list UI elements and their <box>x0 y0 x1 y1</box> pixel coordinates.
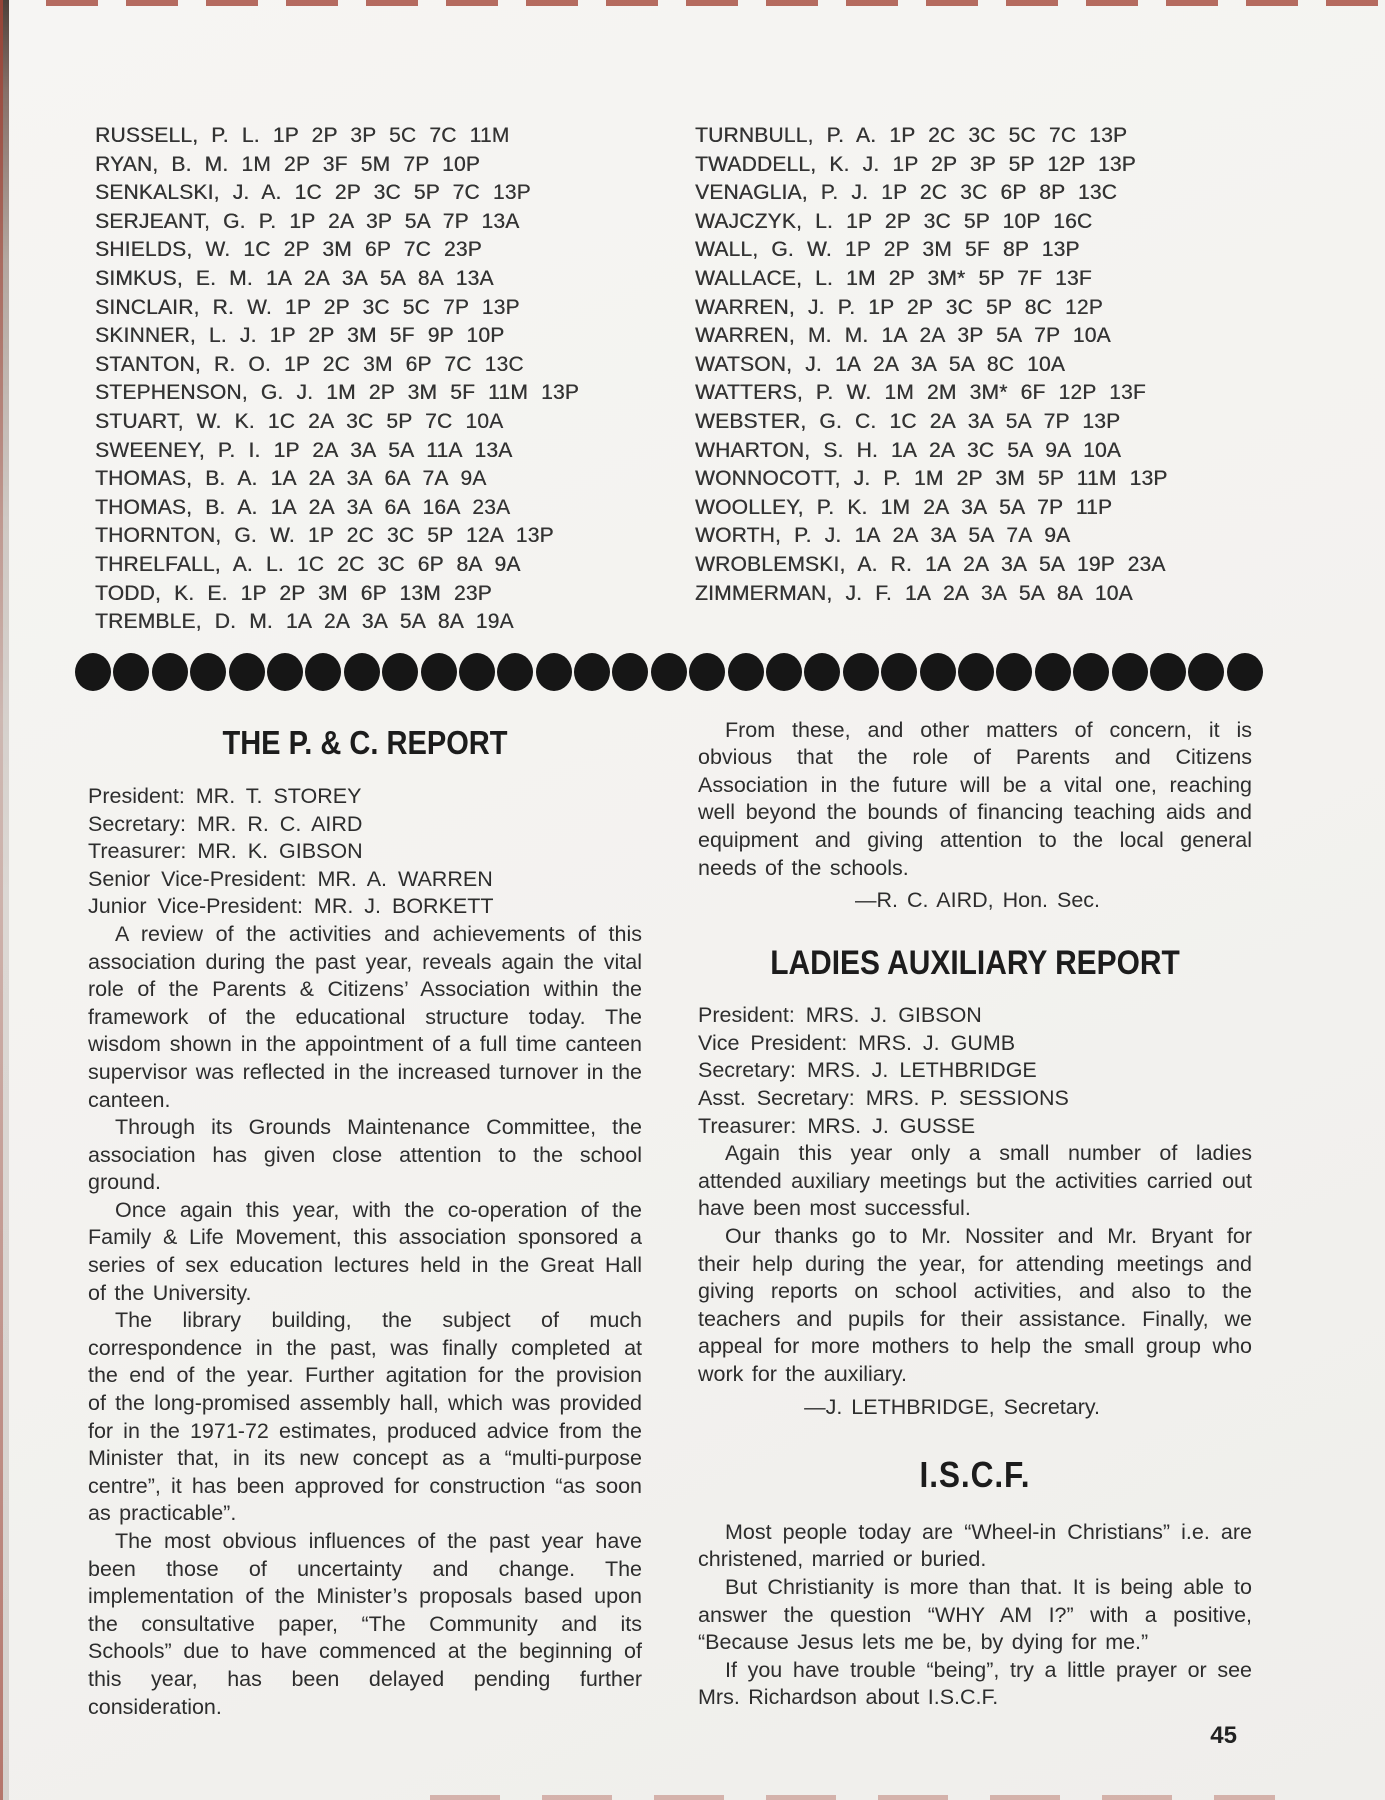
result-codes: 1M 2P 3M 5F 11M 13P <box>326 381 579 405</box>
officer-line: Asst. Secretary: MRS. P. SESSIONS <box>698 1086 1069 1111</box>
result-row <box>95 322 695 351</box>
result-codes: 1P 2P 3C 5P 10P 16C <box>846 209 1093 233</box>
dot-icon <box>766 653 802 691</box>
student-name: WOOLLEY, P. K. <box>695 495 868 519</box>
dot-icon <box>651 653 687 691</box>
dot-icon <box>536 653 572 691</box>
dot-icon <box>574 653 610 691</box>
dot-icon <box>804 653 840 691</box>
ladies-auxiliary-officers <box>698 1002 1252 1140</box>
scan-edge-bottom-marks <box>430 1795 1275 1800</box>
result-codes: 1A 2A 3A 6A 7A 9A <box>270 467 487 491</box>
student-name: STUART, W. K. <box>95 409 255 433</box>
dot-icon <box>689 653 725 691</box>
result-codes: 1P 2P 3P 5C 7C 11M <box>272 124 510 147</box>
result-row <box>695 408 1305 437</box>
student-name: WATTERS, P. W. <box>695 381 872 405</box>
result-codes: 1A 2A 3A 5A 8A 10A <box>904 581 1133 605</box>
ladies-auxiliary-body <box>698 1140 1252 1388</box>
dot-icon <box>267 653 303 691</box>
result-row <box>695 236 1305 265</box>
paragraph: Through its Grounds Maintenance Committee, the association has given close attention to the school ground. <box>88 1115 642 1195</box>
student-name: RYAN, B. M. <box>95 152 229 176</box>
result-codes: 1P 2A 3P 5A 7P 13A <box>289 209 520 233</box>
dot-icon <box>1112 653 1148 691</box>
officer-line: Treasurer: MRS. J. GUSSE <box>698 1113 976 1138</box>
result-codes: 1P 2C 3M 6P 7C 13C <box>283 352 524 376</box>
articles-section <box>0 691 1385 1721</box>
scan-edge-left-strip <box>0 0 9 1800</box>
result-codes: 1P 2P 3M 5F 8P 13P <box>844 238 1080 262</box>
dot-icon <box>843 653 879 691</box>
student-name: THOMAS, B. A. <box>95 467 258 491</box>
result-codes: 1P 2P 3M 6P 13M 23P <box>240 581 492 605</box>
student-name: SERJEANT, G. P. <box>95 209 277 233</box>
pc-report-body <box>88 921 642 1721</box>
result-codes: 1C 2A 3C 5P 7C 10A <box>267 409 504 433</box>
result-row <box>95 294 695 323</box>
result-row <box>695 465 1305 494</box>
student-name: WORTH, P. J. <box>695 524 842 548</box>
student-name: SHIELDS, W. <box>95 238 231 262</box>
result-row <box>695 437 1305 466</box>
ladies-auxiliary-signature: —J. LETHBRIDGE, Secretary. <box>804 1394 1100 1419</box>
paragraph: The library building, the subject of much correspondence in the past, was finally completed at the end of the year. Further agitation for the provision of the long-promised assembly hall, which was provided for in the 1971-72 estimates, produced advice from the Minister that, in its new concept as a “multi-purpose centre”, it has been approved for construction “as soon as practicable”. <box>88 1308 642 1526</box>
student-name: WHARTON, S. H. <box>695 438 878 462</box>
student-name: ZIMMERMAN, J. F. <box>695 581 892 605</box>
result-row <box>695 551 1305 580</box>
student-name: STEPHENSON, G. J. <box>95 381 314 405</box>
student-name: WARREN, M. M. <box>695 324 869 348</box>
student-name: SWEENEY, P. I. <box>95 438 261 462</box>
result-row <box>95 208 695 237</box>
student-name: STANTON, R. O. <box>95 352 271 376</box>
officer-line: Secretary: MRS. J. LETHBRIDGE <box>698 1058 1037 1083</box>
paragraph: A review of the activities and achievements of this association during the past year, reveals again the vital role of the Parents & Citizens’ Association within the framework of the educational structure today. The wisdom shown in the appointment of a full time canteen supervisor was reflected in the increased turnover in the canteen. <box>88 921 642 1112</box>
result-codes: 1A 2A 3A 5A 19P 23A <box>925 552 1166 576</box>
result-codes: 1A 2A 3C 5A 9A 10A <box>890 438 1122 462</box>
dot-icon <box>152 653 188 691</box>
result-row <box>95 351 695 380</box>
dot-icon <box>881 653 917 691</box>
article-column-left <box>88 717 642 1721</box>
student-name: THOMAS, B. A. <box>95 495 258 519</box>
result-row <box>695 179 1305 208</box>
result-codes: 1M 2P 3M 5P 11M 13P <box>913 467 1168 491</box>
student-name: WONNOCOTT, J. P. <box>695 467 901 491</box>
student-name: WAJCZYK, L. <box>695 209 833 233</box>
pc-report-officers <box>88 783 642 921</box>
paragraph: Most people today are “Wheel-in Christians” i.e. are christened, married or buried. <box>698 1519 1252 1572</box>
officer-line: President: MRS. J. GIBSON <box>698 1003 982 1028</box>
dot-icon <box>996 653 1032 691</box>
result-codes: 1P 2P 3C 5P 8C 12P <box>868 295 1103 319</box>
student-name: SKINNER, L. J. <box>95 324 257 348</box>
iscf-title: I.S.C.F. <box>919 1454 1031 1496</box>
pc-report-title: THE P. & C. REPORT <box>222 723 508 761</box>
result-row <box>95 236 695 265</box>
result-row <box>95 580 695 609</box>
result-row <box>695 351 1305 380</box>
dot-icon <box>305 653 341 691</box>
result-row <box>95 551 695 580</box>
pc-report-signature: —R. C. AIRD, Hon. Sec. <box>855 888 1100 913</box>
dot-icon <box>1188 653 1224 691</box>
scan-edge-top-marks <box>46 0 1385 6</box>
result-codes: 1M 2P 3F 5M 7P 10P <box>241 152 480 176</box>
officer-line: Secretary: MR. R. C. AIRD <box>88 811 363 836</box>
result-row <box>695 580 1305 609</box>
result-row <box>695 265 1305 294</box>
result-codes: 1P 2A 3A 5A 11A 13A <box>273 438 513 462</box>
officer-line: Vice President: MRS. J. GUMB <box>698 1030 1016 1055</box>
student-name: WALLACE, L. <box>695 266 833 290</box>
dot-icon <box>1150 653 1186 691</box>
result-row <box>95 437 695 466</box>
result-row <box>95 522 695 551</box>
iscf-body <box>698 1519 1252 1712</box>
student-name: TREMBLE, D. M. <box>95 610 273 634</box>
result-codes: 1P 2C 3C 5P 12A 13P <box>307 524 554 548</box>
result-row <box>95 265 695 294</box>
result-row <box>695 122 1305 151</box>
student-name: WEBSTER, G. C. <box>695 409 877 433</box>
dot-icon <box>958 653 994 691</box>
result-codes: 1A 2A 3A 5A 8A 19A <box>285 610 514 634</box>
dot-icon <box>1227 653 1263 691</box>
result-row <box>695 322 1305 351</box>
result-codes: 1A 2A 3A 6A 16A 23A <box>270 495 511 519</box>
student-name: WATSON, J. <box>695 352 822 376</box>
result-codes: 1P 2C 3C 6P 8P 13C <box>881 181 1117 205</box>
dot-icon <box>75 653 111 691</box>
dot-divider <box>75 653 1263 691</box>
pc-report-continuation-paragraph: From these, and other matters of concern, it is obvious that the role of Parents and Citizens Association in the future will be a vital one, reaching well beyond the bounds of financing teaching aids and equipment and giving attention to the local general needs of the schools. <box>698 717 1252 880</box>
officer-line: Treasurer: MR. K. GIBSON <box>88 839 363 864</box>
result-codes: 1M 2P 3M* 5P 7F 13F <box>846 266 1092 290</box>
result-row <box>95 608 695 637</box>
result-codes: 1A 2A 3P 5A 7P 10A <box>881 324 1111 348</box>
student-name: WALL, G. W. <box>695 238 832 262</box>
result-codes: 1A 2A 3A 5A 7A 9A <box>854 524 1071 548</box>
result-codes: 1C 2P 3M 6P 7C 23P <box>243 238 482 262</box>
student-name: WROBLEMSKI, A. R. <box>695 552 912 576</box>
result-codes: 1P 2P 3P 5P 12P 13P <box>892 152 1136 176</box>
result-row <box>695 208 1305 237</box>
result-row <box>95 465 695 494</box>
dot-icon <box>1035 653 1071 691</box>
officer-line: President: MR. T. STOREY <box>88 783 362 808</box>
officer-line: Junior Vice-President: MR. J. BORKETT <box>88 894 494 919</box>
result-row <box>695 151 1305 180</box>
paragraph: If you have trouble “being”, try a little prayer or see Mrs. Richardson about I.S.C.F. <box>698 1657 1252 1710</box>
result-codes: 1C 2C 3C 6P 8A 9A <box>296 552 521 576</box>
dot-icon <box>421 653 457 691</box>
result-row <box>95 379 695 408</box>
student-name: TODD, K. E. <box>95 581 228 605</box>
student-name: SIMKUS, E. M. <box>95 266 253 290</box>
result-codes: 1M 2A 3A 5A 7P 11P <box>880 495 1113 519</box>
result-codes: 1P 2C 3C 5C 7C 13P <box>889 124 1128 147</box>
result-row <box>95 151 695 180</box>
result-codes: 1C 2P 3C 5P 7C 13P <box>294 181 531 205</box>
result-row <box>95 122 695 151</box>
article-column-right <box>698 717 1252 1721</box>
student-name: THRELFALL, A. L. <box>95 552 284 576</box>
result-row <box>95 408 695 437</box>
student-name: TURNBULL, P. A. <box>695 124 877 147</box>
officer-line: Senior Vice-President: MR. A. WARREN <box>88 866 493 891</box>
dot-icon <box>382 653 418 691</box>
dot-icon <box>459 653 495 691</box>
dot-icon <box>190 653 226 691</box>
result-codes: 1P 2P 3M 5F 9P 10P <box>269 324 505 348</box>
dot-icon <box>113 653 149 691</box>
dot-icon <box>229 653 265 691</box>
results-left-column <box>95 122 695 637</box>
dot-icon <box>612 653 648 691</box>
paragraph: Once again this year, with the co-operation of the Family & Life Movement, this association sponsored a series of sex education lectures held in the Great Hall of the University. <box>88 1197 642 1305</box>
paragraph: The most obvious influences of the past year have been those of uncertainty and change. The implementation of the Minister’s proposals based upon the consultative paper, “The Community and its Schools” due to have commenced at the beginning of this year, has been delayed pending further consideration. <box>88 1529 642 1719</box>
result-row <box>695 294 1305 323</box>
result-codes: 1A 2A 3A 5A 8C 10A <box>834 352 1065 376</box>
result-codes: 1A 2A 3A 5A 8A 13A <box>265 266 494 290</box>
student-name: VENAGLIA, P. J. <box>695 181 869 205</box>
student-name: SENKALSKI, J. A. <box>95 181 282 205</box>
student-name: RUSSELL, P. L. <box>95 124 260 147</box>
result-codes: 1P 2P 3C 5C 7P 13P <box>284 295 520 319</box>
student-name: THORNTON, G. W. <box>95 524 295 548</box>
dot-icon <box>920 653 956 691</box>
result-row <box>695 379 1305 408</box>
result-row <box>695 522 1305 551</box>
paragraph: Again this year only a small number of ladies attended auxiliary meetings but the activities carried out have been most successful. <box>698 1141 1252 1221</box>
result-row <box>95 494 695 523</box>
results-right-column <box>695 122 1305 637</box>
student-name: TWADDELL, K. J. <box>695 152 880 176</box>
page-number: 45 <box>1210 1722 1237 1749</box>
dot-icon <box>728 653 764 691</box>
result-row <box>695 494 1305 523</box>
dot-icon <box>1073 653 1109 691</box>
exam-results-section <box>0 0 1385 637</box>
result-codes: 1M 2M 3M* 6F 12P 13F <box>884 381 1146 405</box>
dot-icon <box>497 653 533 691</box>
ladies-auxiliary-title: LADIES AUXILIARY REPORT <box>770 943 1180 982</box>
result-codes: 1C 2A 3A 5A 7P 13P <box>889 409 1121 433</box>
result-row <box>95 179 695 208</box>
paragraph: But Christianity is more than that. It is being able to answer the question “WHY AM I?” with a positive, “Because Jesus lets me be, by dying for me.” <box>698 1574 1252 1655</box>
dot-icon <box>344 653 380 691</box>
student-name: WARREN, J. P. <box>695 295 856 319</box>
student-name: SINCLAIR, R. W. <box>95 295 272 319</box>
paragraph: Our thanks go to Mr. Nossiter and Mr. Bryant for their help during the year, for attending meetings and giving reports on school activities, and also to the teachers and pupils for their assistance. Finally, we appeal for more mothers to help the small group who work for the auxiliary. <box>698 1223 1252 1386</box>
